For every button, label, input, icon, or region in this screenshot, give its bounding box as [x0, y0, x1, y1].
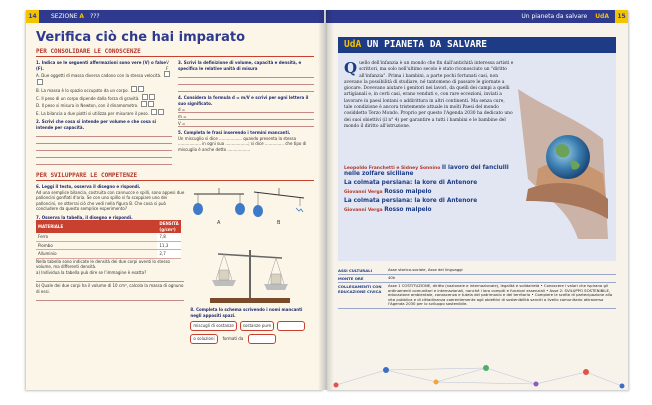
scale-figure	[190, 242, 310, 306]
checkbox[interactable]	[148, 101, 154, 107]
checkbox[interactable]	[164, 71, 170, 77]
table-row: Piombo 11,3	[36, 241, 181, 250]
uda-banner: UdA UN PIANETA DA SALVARE	[338, 37, 616, 53]
checkbox[interactable]	[141, 101, 147, 107]
checkbox[interactable]	[158, 109, 164, 115]
checkbox[interactable]	[131, 86, 137, 92]
open-book	[26, 4, 628, 397]
checkbox[interactable]	[151, 109, 157, 115]
hands-holding-globe-image	[508, 89, 608, 239]
table-row: Alluminio 2,7	[36, 250, 181, 259]
balloon-balance-figure	[190, 188, 310, 236]
section-heading-consolidare: PER CONSOLIDARE LE CONOSCENZE	[36, 48, 314, 57]
section-label: SEZIONE A ???	[51, 13, 100, 20]
drop-cap: Q	[344, 59, 358, 77]
question-3: 3. Scrivi la definizione di volume, capacità e densità, e specifica le relative unità di misura	[178, 60, 314, 92]
table-row: Ferro 7,8	[36, 233, 181, 241]
vf-item: B. La massa è lo spazio occupato da un corpo.	[36, 86, 172, 94]
intro-text: Quello dell'infanzia è un mondo che fin dall'antichità interessa artisti e scrittori, ma solo nell'ultimo secolo è stato riconosciuto un "diritto all'infanzia". Prima i bambini, a parte pochi fortunati casi, non avevano la possibilità di studiare, né tantomeno di passare le giornate a giocare. Dovevano aiutare i genitori nei lavori, da quelli dei campi a quelli artigianali e, in certi casi, erano venduti o, con rare eccezioni, inviati a lavorare in paesi lontani o addirittura in altri continenti. Ma senza cure, tale condizione è ancora tristemente attuale in molti Paesi del mondo cosiddetto Terzo Mondo. Proprio per questo l'Agenda 2030 ha dedicato uno dei suoi obiettivi (il n° 4) per garantire a tutti i bambini e le bambine del mondo il diritto all'istruzione.	[344, 59, 514, 129]
section-heading-competenze: PER SVILUPPARE LE COMPETENZE	[36, 172, 314, 181]
right-page-number: 15	[615, 10, 628, 23]
density-table: MATERIALE DENSITÀ (g/cm³) Ferro 7,8 Piombo 11,3 Alluminio 2,7	[36, 220, 181, 259]
question-6: 6. Leggi il testo, osserva il disegno e rispondi. Ad una semplice bilancia, costruita con cannucce e spilli, sono appesi due palloncini gonfiati d'aria. Se con uno spillo si fa scoppiare uno dei palloncini, ne otterrai ciò che vedi nella figura B. Che cosa si può concludere da questo semplice esperimento?	[36, 184, 185, 211]
info-table	[338, 267, 616, 309]
hero-panel	[338, 53, 616, 261]
reading-item[interactable]: La colmata persiana: la kore di Antenore	[344, 180, 478, 186]
checkbox[interactable]	[149, 94, 155, 100]
scheme-blank-box[interactable]	[248, 334, 276, 344]
scheme-blank-box[interactable]	[277, 321, 305, 331]
readings-list	[344, 165, 519, 216]
info-row: MONTE ORE 40h	[338, 275, 616, 283]
scheme-connector-label: formati da	[222, 336, 244, 342]
right-page-header: Un pianeta da salvare UdA 15	[326, 10, 628, 23]
checkbox[interactable]	[138, 86, 144, 92]
checkbox[interactable]	[142, 94, 148, 100]
reading-item[interactable]: La colmata persiana: la kore di Antenore	[344, 198, 478, 204]
reading-item[interactable]: Giovanni Verga Rosso malpelo	[344, 189, 432, 195]
page-title: Verifica ciò che hai imparato	[36, 30, 246, 45]
right-page	[326, 10, 628, 390]
vf-item: C. Il peso di un corpo dipende dalla forza di gravità.	[36, 94, 172, 102]
question-8: 8. Completa lo schema scrivendo i nomi mancanti negli appositi spazi.	[190, 307, 303, 318]
info-row: ASSI CULTURALI Asse storico-sociale, Asse dei linguaggi	[338, 267, 616, 275]
figure-label-a: A	[217, 220, 221, 226]
left-page	[26, 10, 324, 390]
left-page-number: 14	[26, 10, 39, 23]
left-page-header	[26, 10, 324, 23]
vf-item: A. Due oggetti di massa diversa cadono con la stessa velocità.	[36, 71, 172, 86]
info-row: COLLEGAMENTI CON EDUCAZIONE CIVICA Asse 1 COSTITUZIONE, diritto (nazionale e internazionale), legalità e solidarietà • Conoscere i valori che ispirano gli ordinamenti comunitari e internazionali, nonché i loro compiti e funzioni essenziali • Asse 2: SVILUPPO SOSTENIBILE, educazione ambientale, conoscenza e tutela del patrimonio e del territorio • Compiere le scelte di partecipazione alla vita pubblica e di cittadinanza coerentemente agli obiettivi di sostenibilità sanciti a livello comunitario attraverso l'Agenda 2030 per lo sviluppo sostenibile.	[338, 283, 616, 309]
question-4: 4. Considera la formula d = m/V e scrivi per ogni lettera il suo significato. d = m = V =	[178, 95, 314, 127]
question-5: 5. Completa le frasi inserendo i termini mancanti. Un miscuglio si dice .................. quando presenta la stessa .................. in ogni sua ..................; si dice ............... che tipo di miscuglio è anche detto ..................	[178, 130, 307, 152]
vf-item: E. La bilancia a due piatti si utilizza per misurare il peso.	[36, 109, 172, 117]
question-2: 2. Scrivi che cosa si intende per volume e che cosa si intende per capacità.	[36, 119, 172, 165]
column-left	[36, 60, 172, 168]
concept-scheme	[190, 321, 314, 331]
checkbox[interactable]	[37, 79, 43, 85]
question-1: 1. Indica se le seguenti affermazioni sono vere (V) o false (F). V F A. Due oggetti di massa diversa cadono con la stessa velocità. B. La massa è lo spazio occupato da un corpo. C. Il peso di un corpo dipende dalla forza di gravità. D. Il peso si misura in Newton, con il dinamometro. E. La bilancia a due piatti si utilizza per misurare il peso.	[36, 60, 172, 116]
reading-item[interactable]: Leopoldo Franchetti e Sidney Sonnino Il lavoro dei fanciulli nelle zolfare siciliane	[344, 165, 509, 177]
reading-item[interactable]: Giovanni Verga Rosso malpelo	[344, 207, 432, 213]
scheme-box-soluzioni: o soluzioni	[190, 334, 217, 344]
scheme-box-miscugli: miscugli di sostanze	[190, 321, 237, 331]
column-right	[178, 60, 314, 168]
figure-label-b: B	[277, 220, 281, 226]
chapter-ref: ???	[90, 13, 100, 20]
scheme-box-sostanze: sostanze pure	[240, 321, 274, 331]
column-figures	[190, 184, 314, 344]
vf-item: D. Il peso si misura in Newton, con il dinamometro.	[36, 101, 172, 109]
concept-scheme-row-2	[190, 334, 314, 344]
question-7: 7. Osserva la tabella, il disegno e rispondi. MATERIALE DENSITÀ (g/cm³) Ferro 7,8 Piombo 11,3 Alluminio 2,7 Nella tabella sono indicate le densità dei due corpi aventi lo stesso volume, ma differenti densità. a) Individua la tabella può dire se l'immagine è esatta? b) Quale dei due corpi ha il volume di 10 cm³, calcola la massa di ognuno di essi.	[36, 215, 184, 302]
network-decoration	[326, 360, 628, 390]
column-competenze	[36, 184, 184, 344]
running-head: Un pianeta da salvare	[521, 13, 588, 20]
